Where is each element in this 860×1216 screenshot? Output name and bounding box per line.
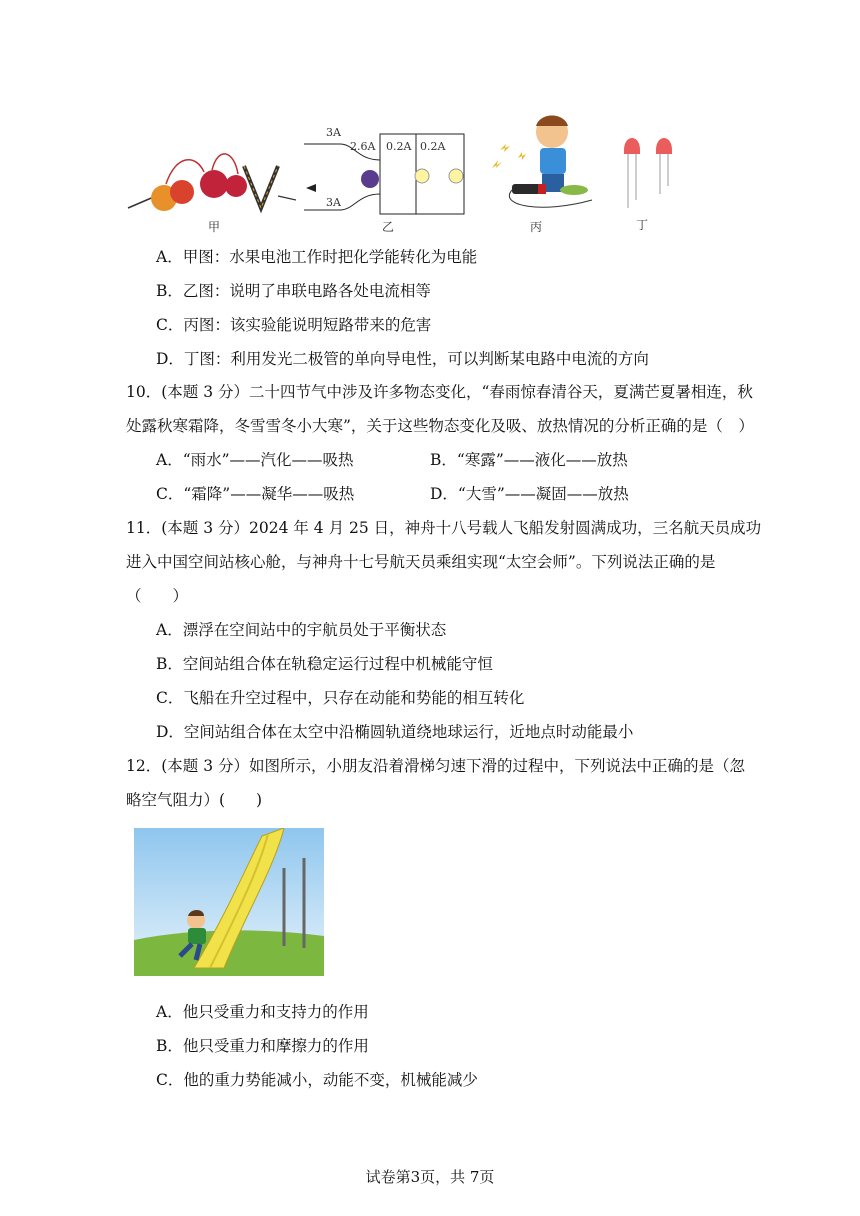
q10-option-c: C．“霜降”——凝华——吸热	[156, 485, 355, 503]
q9-option-b: B．乙图：说明了串联电路各处电流相等	[156, 282, 431, 300]
q9-option-c: C．丙图：该实验能说明短路带来的危害	[156, 316, 432, 334]
q12-option-b: B．他只受重力和摩擦力的作用	[156, 1037, 369, 1055]
page-footer: 试卷第3页，共 7页	[365, 1168, 495, 1186]
q11-option-a: A．漂浮在空间站中的宇航员处于平衡状态	[156, 621, 447, 639]
q12-stem-line2: 略空气阻力）( )	[126, 791, 263, 809]
caption-bing: 丙	[530, 220, 543, 234]
q11-stem-line1: 11．(本题 3 分）2024 年 4 月 25 日，神舟十八号载人飞船发射圆满成功，三名航天员成功	[126, 519, 762, 537]
q11-option-c: C．飞船在升空过程中，只存在动能和势能的相互转化	[156, 689, 525, 707]
q11-option-b: B．空间站组合体在轨稳定运行过程中机械能守恒	[156, 655, 493, 673]
caption-ding: 丁	[636, 218, 649, 232]
q9-option-a: A．甲图：水果电池工作时把化学能转化为电能	[156, 248, 478, 266]
q12-option-a: A．他只受重力和支持力的作用	[156, 1003, 369, 1021]
label-2-6a: 2.6A	[350, 140, 376, 153]
q11-stem-line2: 进入中国空间站核心舱，与神舟十七号航天员乘组实现“太空会师”。下列说法正确的是	[126, 553, 716, 571]
q9-option-d: D．丁图：利用发光二极管的单向导电性，可以判断某电路中电流的方向	[156, 350, 649, 368]
q12-option-c: C．他的重力势能减小，动能不变，机械能减少	[156, 1071, 478, 1089]
figure-slide	[134, 828, 324, 976]
figure-boy-short-circuit	[482, 110, 602, 234]
figure-leds	[618, 130, 684, 232]
q10-option-d: D．“大雪”——凝固——放热	[430, 485, 629, 503]
figure-parallel-circuit	[300, 124, 470, 234]
q10-option-b: B．“寒露”——液化——放热	[430, 451, 628, 469]
figure-fruit-battery	[126, 136, 296, 234]
q11-option-d: D．空间站组合体在太空中沿椭圆轨道绕地球运行，近地点时动能最小	[156, 723, 634, 741]
label-0-2a-1: 0.2A	[386, 140, 412, 153]
q12-stem-line1: 12．(本题 3 分）如图所示，小朋友沿着滑梯匀速下滑的过程中，下列说法中正确的是（忽	[126, 757, 745, 775]
label-3a-bottom: 3A	[326, 196, 341, 209]
label-0-2a-2: 0.2A	[420, 140, 446, 153]
label-3a-top: 3A	[326, 126, 341, 139]
q10-stem-line2: 处露秋寒霜降，冬雪雪冬小大寒”，关于这些物态变化及吸、放热情况的分析正确的是（ ）	[126, 417, 754, 435]
caption-yi: 乙	[382, 220, 395, 234]
q10-option-a: A．“雨水”——汽化——吸热	[156, 451, 354, 469]
caption-jia: 甲	[208, 220, 221, 234]
q11-stem-line3: （ ）	[126, 587, 189, 605]
q10-stem-line1: 10．(本题 3 分）二十四节气中涉及许多物态变化，“春雨惊春清谷天，夏满芒夏暑相连，秋	[126, 383, 753, 401]
